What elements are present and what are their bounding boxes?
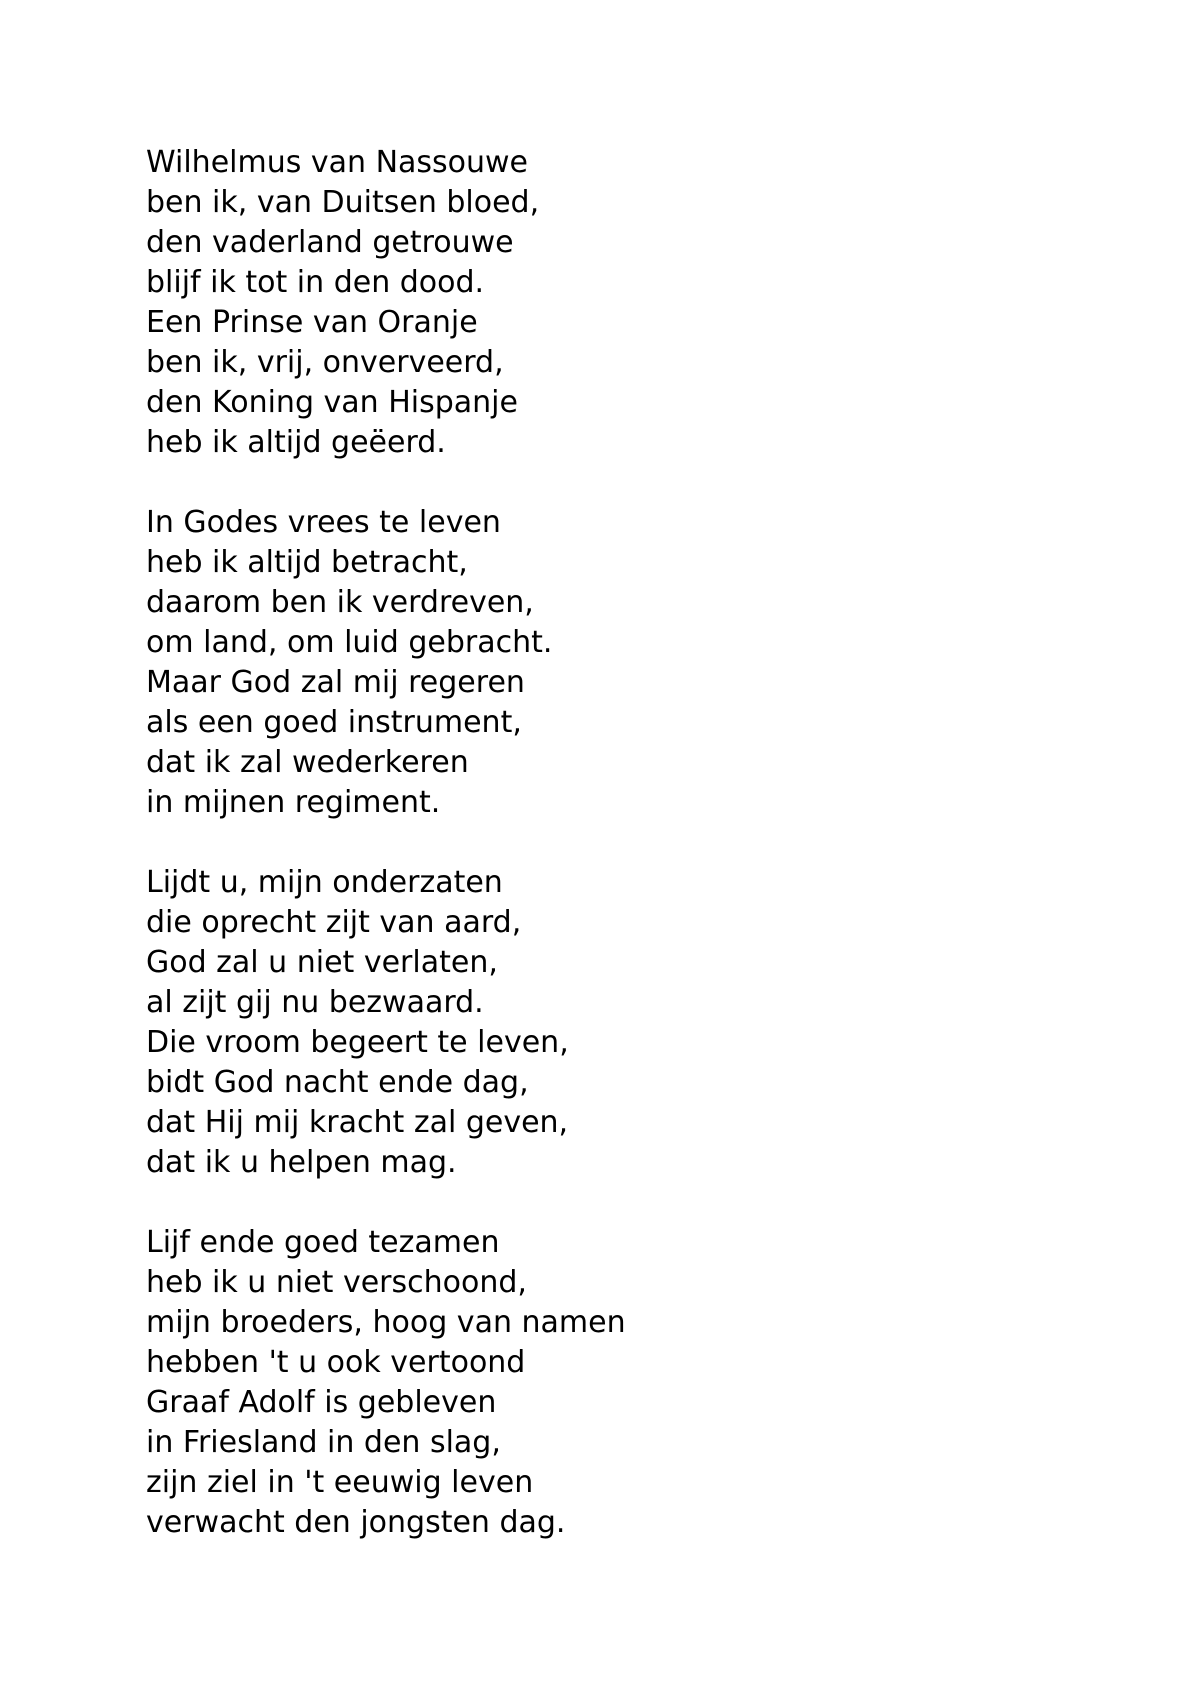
poem-line: hebben 't u ook vertoond [146, 1345, 526, 1380]
poem-line: Een Prinse van Oranje [146, 305, 478, 340]
poem-line: in mijnen regiment. [146, 785, 441, 820]
poem-line: Wilhelmus van Nassouwe [146, 145, 529, 180]
poem-line: al zijt gij nu bezwaard. [146, 985, 484, 1020]
poem-line: om land, om luid gebracht. [146, 625, 553, 660]
poem-line: ben ik, vrij, onverveerd, [146, 345, 504, 380]
poem-line: Die vroom begeert te leven, [146, 1025, 569, 1060]
poem-line: In Godes vrees te leven [146, 505, 501, 540]
poem-line: zijn ziel in 't eeuwig leven [146, 1465, 534, 1500]
poem-line: heb ik u niet verschoond, [146, 1265, 527, 1300]
poem-line: den Koning van Hispanje [146, 385, 518, 420]
poem-line: in Friesland in den slag, [146, 1425, 501, 1460]
poem-line: den vaderland getrouwe [146, 225, 514, 260]
poem-text [146, 143, 1146, 1583]
poem-line: bidt God nacht ende dag, [146, 1065, 529, 1100]
stanza-2 [146, 503, 1146, 823]
poem-line: daarom ben ik verdreven, [146, 585, 534, 620]
poem-line: dat ik u helpen mag. [146, 1145, 457, 1180]
poem-line: verwacht den jongsten dag. [146, 1505, 566, 1540]
poem-line: dat ik zal wederkeren [146, 745, 469, 780]
poem-line: die oprecht zijt van aard, [146, 905, 522, 940]
poem-line: Graaf Adolf is gebleven [146, 1385, 497, 1420]
poem-line: als een goed instrument, [146, 705, 522, 740]
poem-line: blijf ik tot in den dood. [146, 265, 485, 300]
poem-line: ben ik, van Duitsen bloed, [146, 185, 540, 220]
stanza-3 [146, 863, 1146, 1183]
poem-line: Lijdt u, mijn onderzaten [146, 865, 503, 900]
poem-line: God zal u niet verlaten, [146, 945, 498, 980]
poem-line: Maar God zal mij regeren [146, 665, 525, 700]
stanza-4 [146, 1223, 1146, 1543]
poem-line: dat Hij mij kracht zal geven, [146, 1105, 569, 1140]
poem-line: heb ik altijd geëerd. [146, 425, 446, 460]
poem-line: heb ik altijd betracht, [146, 545, 468, 580]
poem-line: mijn broeders, hoog van namen [146, 1305, 626, 1340]
stanza-1 [146, 143, 1146, 463]
poem-line: Lijf ende goed tezamen [146, 1225, 500, 1260]
